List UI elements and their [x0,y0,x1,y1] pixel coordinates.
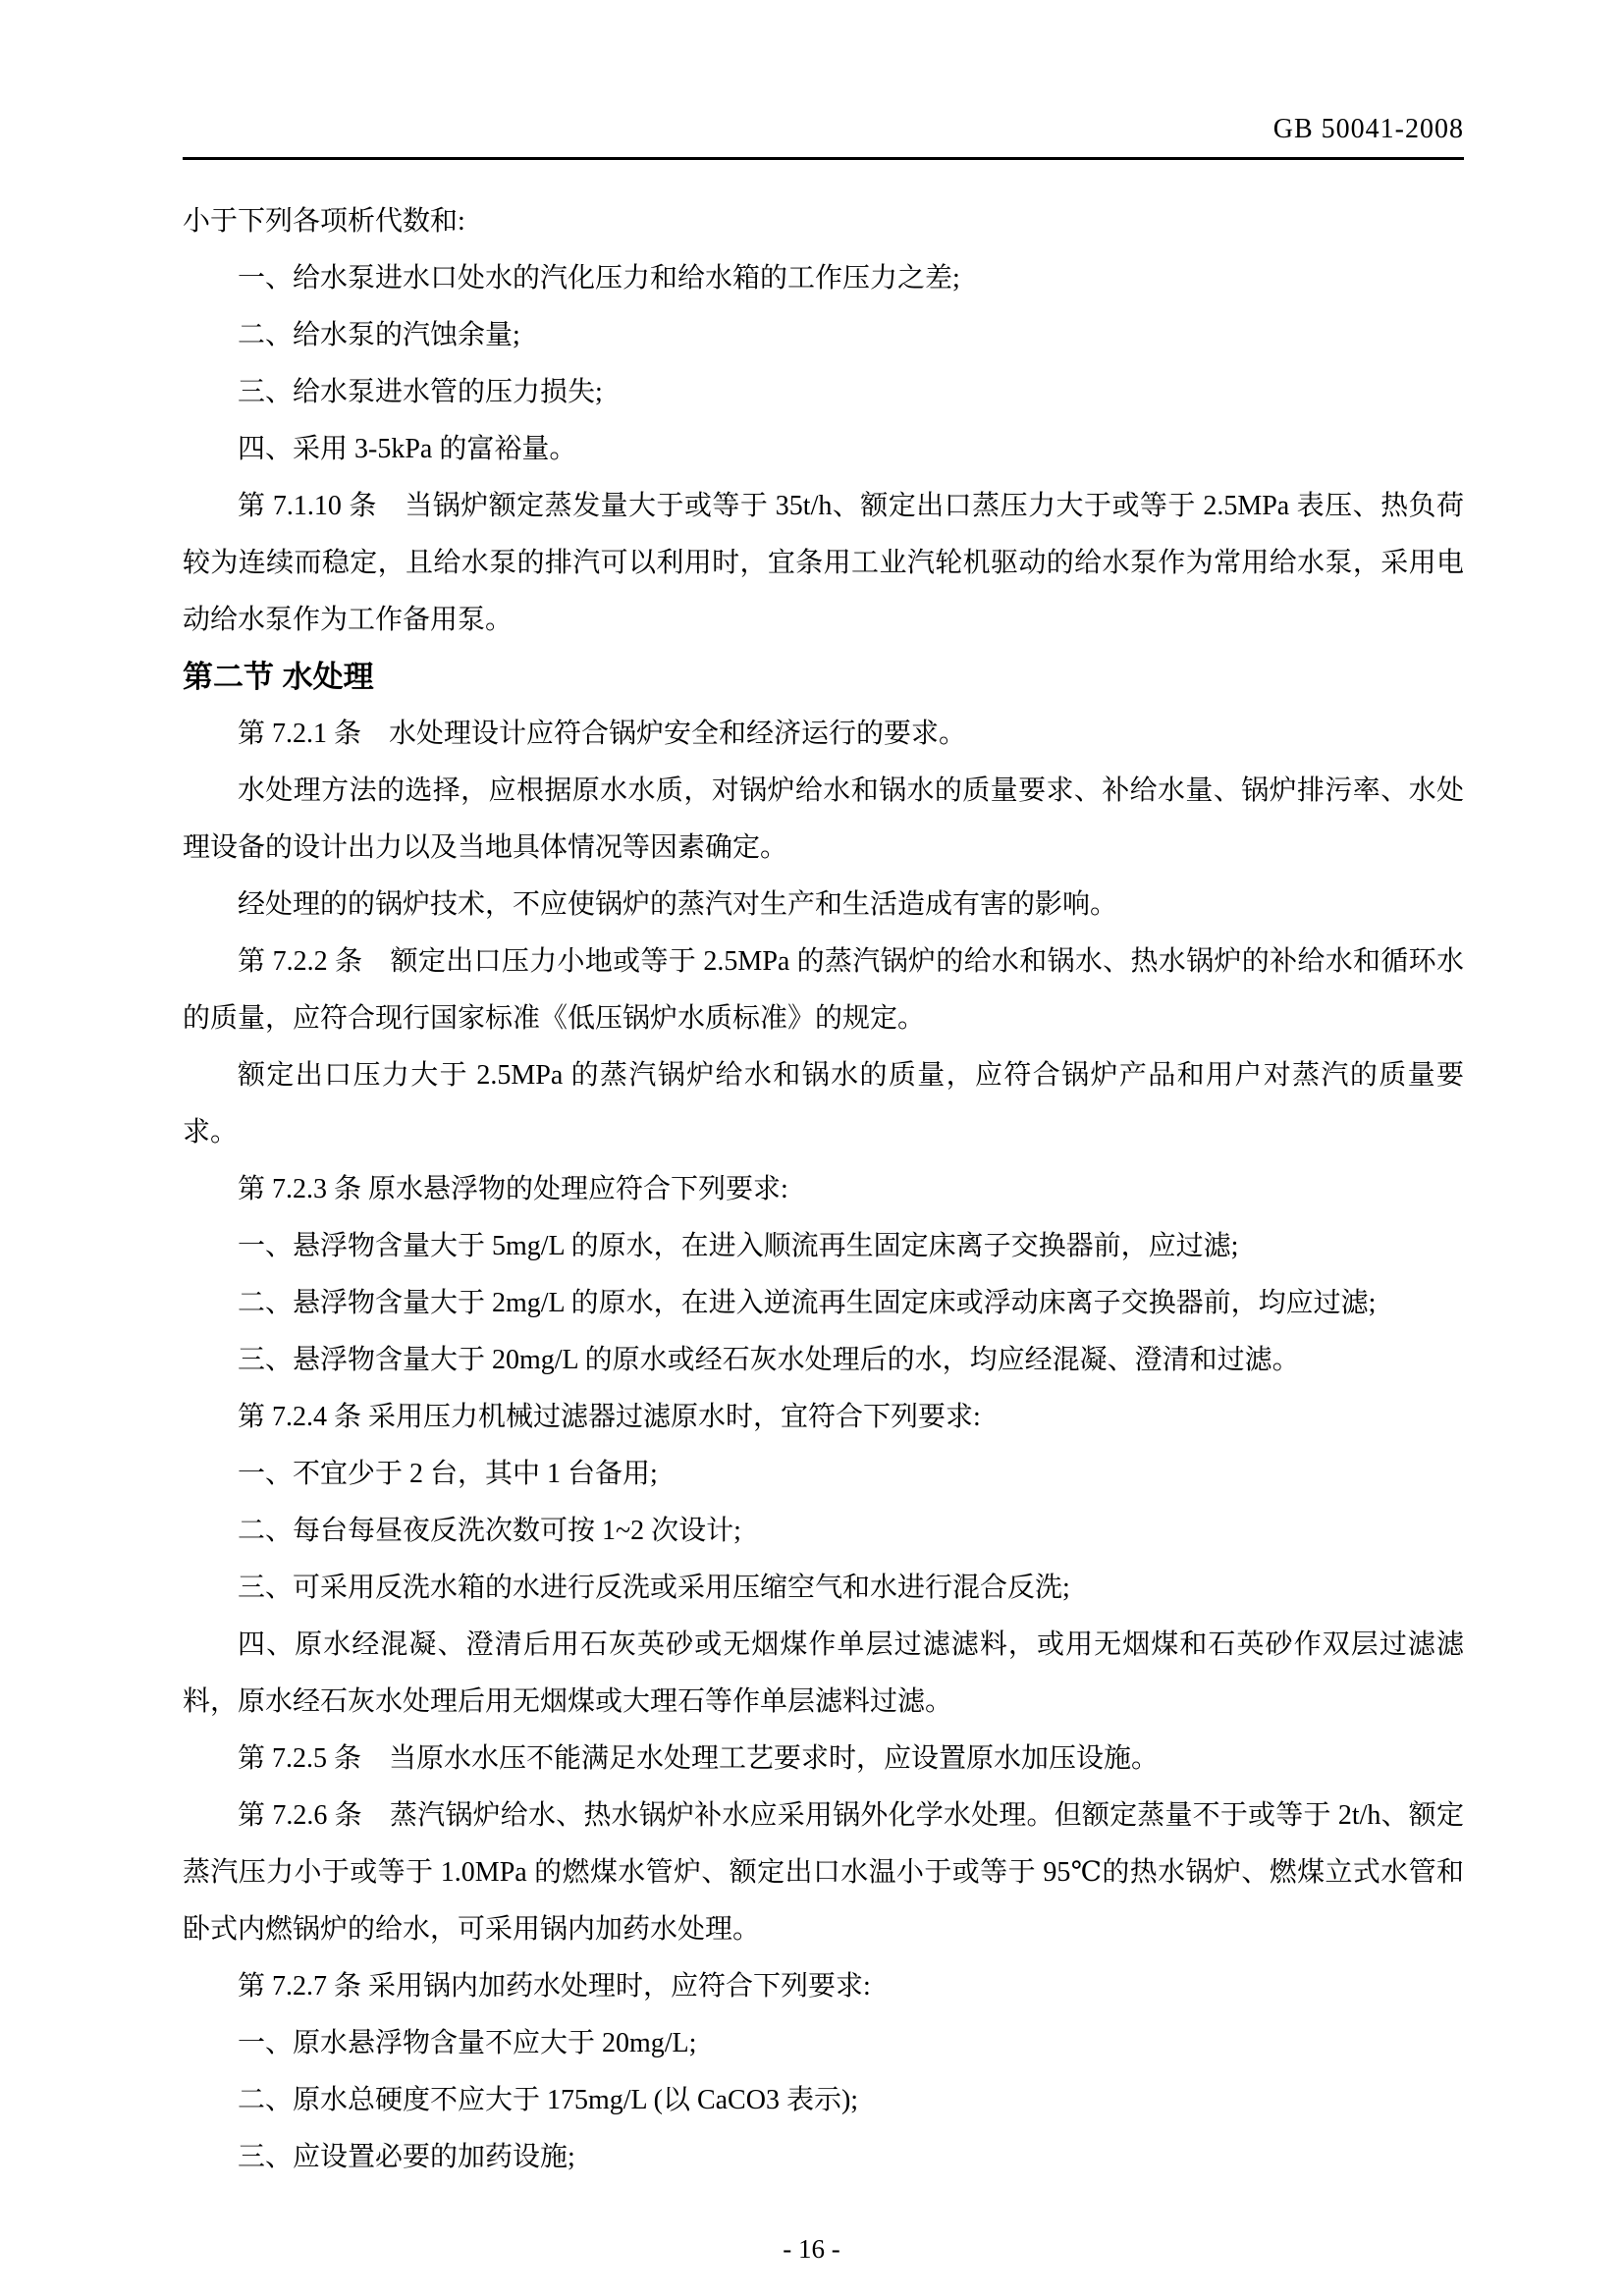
paragraph: 三、悬浮物含量大于 20mg/L 的原水或经石灰水处理后的水，均应经混凝、澄清和过滤。 [238,1345,1300,1375]
document-footer [0,2235,1623,2263]
paragraph: 二、每台每昼夜反洗次数可按 1~2 次设计; [238,1516,741,1546]
paragraph: 水处理方法的选择，应根据原水水质，对锅炉给水和锅水的质量要求、补给水量、锅炉排污率、水处理设备的设计出力以及当地具体情况等因素确定。 [183,775,1464,863]
paragraph: 一、给水泵进水口处水的汽化压力和给水箱的工作压力之差; [238,263,960,294]
paragraph: 二、原水总硬度不应大于 175mg/L (以 CaCO3 表示); [238,2085,859,2115]
document-body [183,193,1464,2186]
document-header [183,116,1464,160]
paragraph: 四、原水经混凝、澄清后用石灰英砂或无烟煤作单层过滤滤料，或用无烟煤和石英砂作双层过滤滤料，原水经石灰水处理后用无烟煤或大理石等作单层滤料过滤。 [183,1629,1464,1717]
paragraph: 第 7.2.6 条 蒸汽锅炉给水、热水锅炉补水应采用锅外化学水处理。但额定蒸量不于或等于 2t/h、额定蒸汽压力小于或等于 1.0MPa 的燃煤水管炉、额定出口水温小于或等于 95℃的热水锅炉、燃煤立式水管和卧式内燃锅炉的给水，可采用锅内加药水处理。 [183,1800,1464,1945]
paragraph: 四、采用 3-5kPa 的富裕量。 [238,434,577,464]
paragraph: 第 7.2.1 条 水处理设计应符合锅炉安全和经济运行的要求。 [238,719,967,749]
paragraph: 二、悬浮物含量大于 2mg/L 的原水，在进入逆流再生固定床或浮动床离子交换器前，均应过滤; [238,1288,1377,1318]
standard-code: GB 50041-2008 [1272,114,1464,144]
page-number: - 16 - [783,2234,840,2264]
paragraph: 第 7.2.4 条 采用压力机械过滤器过滤原水时，宜符合下列要求: [238,1402,981,1432]
paragraph: 经处理的的锅炉技术，不应使锅炉的蒸汽对生产和生活造成有害的影响。 [238,889,1118,920]
paragraph: 额定出口压力大于 2.5MPa 的蒸汽锅炉给水和锅水的质量，应符合锅炉产品和用户对蒸汽的质量要求。 [183,1060,1464,1148]
section-heading: 第二节 水处理 [183,660,374,694]
paragraph: 一、悬浮物含量大于 5mg/L 的原水，在进入顺流再生固定床离子交换器前，应过滤; [238,1231,1239,1261]
paragraph: 第 7.1.10 条 当锅炉额定蒸发量大于或等于 35t/h、额定出口蒸压力大于或等于 2.5MPa 表压、热负荷较为连续而稳定，且给水泵的排汽可以利用时，宜条用工业汽轮机驱动的给水泵作为常用给水泵，采用电动给水泵作为工作备用泵。 [183,491,1464,635]
paragraph: 第 7.2.7 条 采用锅内加药水处理时，应符合下列要求: [238,1971,871,2002]
paragraph: 二、给水泵的汽蚀余量; [238,320,520,350]
paragraph: 三、应设置必要的加药设施; [238,2142,575,2172]
paragraph: 第 7.2.2 条 额定出口压力小地或等于 2.5MPa 的蒸汽锅炉的给水和锅水、热水锅炉的补给水和循环水的质量，应符合现行国家标准《低压锅炉水质标准》的规定。 [183,946,1464,1034]
paragraph: 第 7.2.5 条 当原水水压不能满足水处理工艺要求时，应设置原水加压设施。 [238,1743,1160,1774]
paragraph: 三、可采用反洗水箱的水进行反洗或采用压缩空气和水进行混合反洗; [238,1573,1070,1603]
paragraph: 第 7.2.3 条 原水悬浮物的处理应符合下列要求: [238,1174,788,1204]
paragraph: 小于下列各项析代数和: [183,206,465,237]
paragraph: 三、给水泵进水管的压力损失; [238,377,603,407]
paragraph: 一、原水悬浮物含量不应大于 20mg/L; [238,2028,697,2058]
paragraph: 一、不宜少于 2 台，其中 1 台备用; [238,1459,658,1489]
